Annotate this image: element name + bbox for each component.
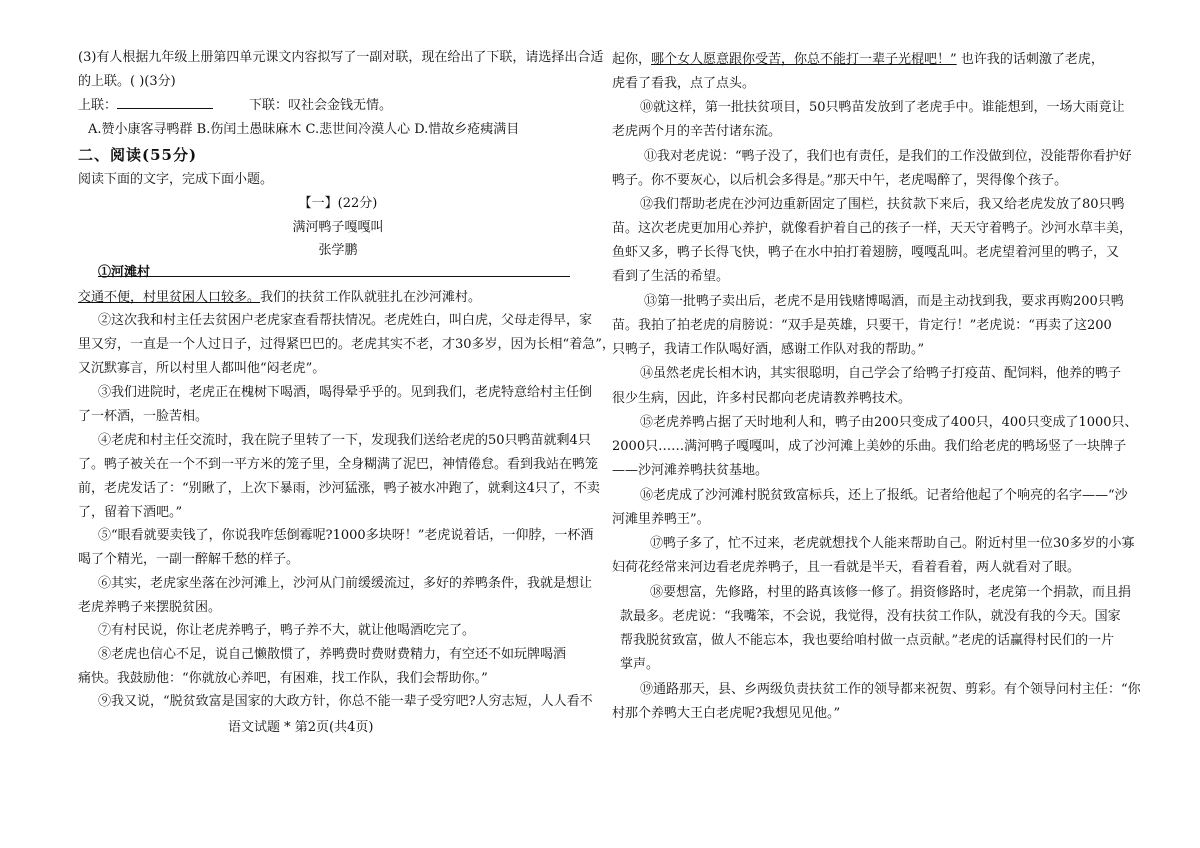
paragraph-4-line-2: 了。鸭子被关在一个不到一平方米的笼子里，全身糊满了泥巴，神情倦怠。看到我站在鸭笼	[78, 457, 599, 472]
paragraph-2-line-3: 又沉默寡言，所以村里人都叫他“闷老虎”。	[78, 361, 326, 376]
paragraph-5-line-1: ⑤“眼看就要卖钱了，你说我咋恁倒霉呢?1000多块呀！”老虎说着话，一仰脖，一杯酒	[98, 528, 594, 543]
paragraph-6-line-2: 老虎养鸭子来摆脱贫困。	[78, 600, 222, 615]
paragraph-5-line-2: 喝了个精光，一副一醉解千愁的样子。	[78, 552, 300, 567]
section-heading: 二、阅读(55分)	[78, 146, 198, 164]
paragraph-15-line-3: ——沙河滩养鸭扶贫基地。	[612, 463, 769, 478]
paragraph-13-line-1: ⑬第一批鸭子卖出后，老虎不是用钱赌博喝酒，而是主动找到我，要求再购200只鸭	[644, 294, 1124, 309]
paragraph-19-line-1: ⑲通路那天，县、乡两级负责扶贫工作的领导都来祝贺、剪彩。有个领导问村主任：“你	[640, 682, 1141, 697]
paragraph-12-line-2: 苗。这次老虎更加用心养护，就像看护着自己的孩子一样，天天守着鸭子。沙河水草丰美，	[612, 221, 1133, 236]
paragraph-8-line-1: ⑧老虎也信心不足，说自己懒散惯了，养鸭费时费财费精力，有空还不如玩牌喝酒	[98, 647, 567, 662]
paragraph-7-line-1: ⑦有村民说，你让老虎养鸭子，鸭子养不大，就让他喝酒吃完了。	[98, 623, 476, 638]
paragraph-4-line-3: 前，老虎发话了：“别瞅了，上次下暴雨，沙河猛涨，鸭子被水冲跑了，就剩这4只了，不卖	[78, 481, 600, 496]
paragraph-18-line-4: 掌声。	[620, 657, 660, 672]
carryover-line-1: 起你，哪个女人愿意跟你受苦，你总不能打一辈子光棍吧！” 也许我的话刺激了老虎，	[612, 52, 1104, 67]
paragraph-13-line-2: 苗。我拍了拍老虎的肩膀说：“双手是英雄，只要干，肯定行！”老虎说：“再卖了这200	[612, 318, 1112, 333]
paragraph-19-line-2: 村那个养鸭大王白老虎呢?我想见见他。”	[612, 706, 841, 721]
paragraph-17-line-1: ⑰鸭子多了，忙不过来，老虎就想找个人能来帮助自己。附近村里一位30多岁的小寡	[650, 536, 1135, 551]
carryover-line-2: 虎看了看我，点了点头。	[612, 76, 756, 91]
couplet-upper-label: 上联：	[78, 98, 118, 113]
paragraph-16-line-2: 河滩里养鸭王”。	[612, 512, 710, 527]
paragraph-12-line-3: 鱼虾又多，鸭子长得飞快，鸭子在水中拍打着翅膀，嘎嘎乱叫。老虎望着河里的鸭子，又	[612, 245, 1120, 260]
instruction: 阅读下面的文字，完成下面小题。	[78, 172, 274, 187]
paragraph-11-line-1: ⑪我对老虎说：“鸭子没了，我们也有责任，是我们的工作没做到位，没能帮你看护好	[644, 149, 1132, 164]
paragraph-12-line-4: 看到了生活的希望。	[612, 269, 730, 284]
paragraph-15-line-1: ⑮老虎养鸭占据了天时地利人和，鸭子由200只变成了400只，400只变成了1000只、	[640, 415, 1138, 430]
paragraph-2-line-2: 里又穷，一直是一个人过日子，过得紧巴巴的。老虎其实不老，才30多岁，因为长相“着急”，	[78, 337, 615, 352]
page-footer: 语文试题 * 第2页(共4页)	[228, 720, 374, 735]
paragraph-8-line-2: 痛快。我鼓励他：“你就放心养吧，有困难，找工作队，我们会帮助你。”	[78, 671, 488, 686]
paragraph-14-line-1: ⑭虽然老虎长相木讷，其实很聪明，自己学会了给鸭子打疫苗、配饲料，他养的鸭子	[640, 366, 1122, 381]
paragraph-14-line-2: 很少生病，因此，许多村民都向老虎请教养鸭技术。	[612, 391, 912, 406]
paragraph-2-line-1: ②这次我和村主任去贫困户老虎家查看帮扶情况。老虎姓白，叫白虎，父母走得早，家	[98, 313, 593, 328]
paragraph-15-line-2: 2000只……满河鸭子嘎嘎叫，成了沙河滩上美妙的乐曲。我们给老虎的鸭场竖了一块牌子	[612, 439, 1127, 454]
couplet-row	[78, 96, 392, 116]
paragraph-1-rule	[98, 276, 570, 277]
paragraph-18-line-3: 帮我脱贫致富，做人不能忘本，我也要给咱村做一点贡献。”老虎的话赢得村民们的一片	[620, 633, 1115, 648]
question-3-line-2: 的上联。( )(3分)	[78, 74, 176, 89]
paragraph-4-line-4: 了，留着下酒吧。”	[78, 505, 183, 520]
article-title: 满河鸭子嘎嘎叫	[292, 220, 384, 235]
paragraph-6-line-1: ⑥其实，老虎家坐落在沙河滩上，沙河从门前缓缓流过，多好的养鸭条件，我就是想让	[98, 576, 593, 591]
paragraph-10-line-1: ⑩就这样，第一批扶贫项目，50只鸭苗发放到了老虎手中。谁能想到，一场大雨竟让	[640, 100, 1125, 115]
author: 张学鹏	[318, 243, 358, 258]
paragraph-10-line-2: 老虎两个月的辛苦付诸东流。	[612, 124, 782, 139]
paragraph-3-line-2: 了一杯酒，一脸苦相。	[78, 409, 209, 424]
paragraph-16-line-1: ⑯老虎成了沙河滩村脱贫致富标兵，还上了报纸。记者给他起了个响亮的名字——“沙	[640, 488, 1128, 503]
paragraph-9-line-1: ⑨我又说，“脱贫致富是国家的大政方针，你总不能一辈子受穷吧?人穷志短，人人看不	[98, 694, 593, 709]
paragraph-17-line-2: 妇荷花经常来河边看老虎养鸭子，且一看就是半天，看着看着，两人就看对了眼。	[612, 560, 1081, 575]
paragraph-18-line-1: ⑱要想富，先修路，村里的路真该修一修了。捐资修路时，老虎第一个捐款，而且捐	[650, 585, 1132, 600]
paragraph-11-line-2: 鸭子。你不要灰心，以后机会多得是。”那天中午，老虎喝醉了，哭得像个孩子。	[612, 173, 1068, 188]
couplet-blank	[117, 96, 213, 109]
paragraph-18-line-2: 款最多。老虎说：“我嘴笨，不会说，我觉得，没有扶贫工作队，就没有我的今天。国家	[620, 609, 1121, 624]
couplet-lower: 下联：叹社会金钱无情。	[249, 98, 393, 113]
paragraph-3-line-1: ③我们进院时，老虎正在槐树下喝酒，喝得晕乎乎的。见到我们，老虎特意给村主任倒	[98, 385, 593, 400]
paragraph-12-line-1: ⑫我们帮助老虎在沙河边重新固定了围栏，扶贫款下来后，我又给老虎发放了80只鸭	[640, 197, 1125, 212]
options-line: A.赞小康客寻鸭群 B.伤闰土愚昧麻木 C.悲世间冷漠人心 D.惜故乡疮痍满目	[88, 122, 520, 137]
paragraph-4-line-1: ④老虎和村主任交流时，我在院子里转了一下，发现我们送给老虎的50只鸭苗就剩4只	[98, 433, 591, 448]
paragraph-13-line-3: 只鸭子，我请工作队喝好酒，感谢工作队对我的帮助。”	[612, 342, 925, 357]
paragraph-1-cont: 交通不便，村里贫困人口较多。我们的扶贫工作队就驻扎在沙河滩村。	[78, 290, 482, 305]
question-3-line-1: (3)有人根据九年级上册第四单元课文内容拟写了一副对联，现在给出了下联，请选择出合适	[78, 50, 604, 65]
paragraph-1-head: ①河滩村	[98, 265, 151, 280]
part-label: 【一】(22分)	[298, 196, 378, 211]
